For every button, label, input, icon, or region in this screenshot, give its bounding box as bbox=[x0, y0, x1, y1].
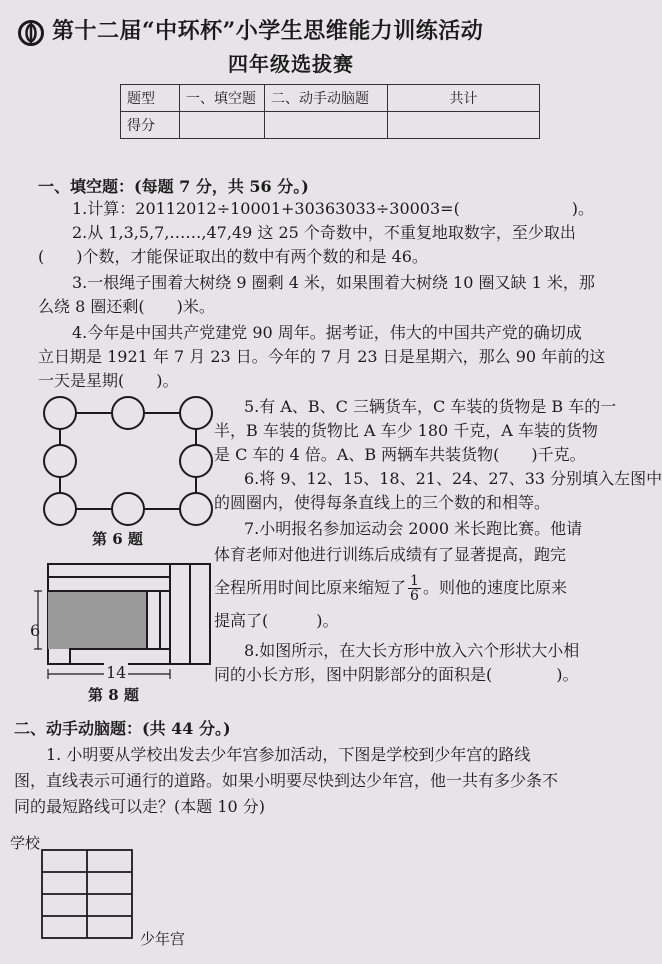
question-4-line-1: 4.今年是中国共产党建党 90 周年。据考证，伟大的中国共产党的确切成 bbox=[72, 323, 582, 342]
question-3-line-2: 么绕 8 圈还剩( )米。 bbox=[38, 297, 215, 316]
circle-slot bbox=[180, 397, 212, 429]
question-6-line-2: 的圆圈内，使得每条直线上的三个数的和相等。 bbox=[214, 493, 551, 512]
question-1: 1.计算：20112012÷10001+30363033÷30003=( )。 bbox=[72, 199, 595, 218]
page-subtitle: 四年级选拔赛 bbox=[228, 52, 354, 76]
question-7-text-a: 全程所用时间比原来缩短了 bbox=[214, 578, 407, 597]
question-6-line-1: 6.将 9、12、15、18、21、24、27、33 分别填入左图中 bbox=[244, 469, 662, 488]
question-7-line-2: 体育老师对他进行训练后成绩有了显著提高，跑完 bbox=[214, 545, 567, 564]
contest-logo-icon bbox=[18, 20, 44, 46]
score-table-header: 一、填空题 bbox=[180, 85, 265, 112]
fraction-denominator: 6 bbox=[410, 588, 419, 604]
problem-1-line-2: 图，直线表示可通行的道路。如果小明要尽快到达少年宫，他一共有多少条不 bbox=[14, 771, 559, 790]
circle-slot bbox=[112, 397, 144, 429]
map-start-label: 学校 bbox=[10, 834, 41, 852]
question-7-text-b: 。则他的速度比原来 bbox=[422, 578, 567, 597]
fraction-numerator: 1 bbox=[410, 573, 419, 589]
problem-1-line-1: 1. 小明要从学校出发去少年宫参加活动，下图是学校到少年宫的路线 bbox=[46, 745, 531, 764]
question-7-line-3 bbox=[214, 574, 567, 603]
question-7-line-1: 7.小明报名参加运动会 2000 米长跑比赛。他请 bbox=[244, 519, 583, 538]
question-5-line-2: 半，B 车装的货物比 A 车少 180 千克，A 车装的货物 bbox=[214, 421, 598, 440]
score-table-row bbox=[121, 112, 540, 139]
circle-slot bbox=[180, 445, 212, 477]
question-2-line-2: ( )个数，才能保证取出的数中有两个数的和是 46。 bbox=[38, 247, 428, 266]
figure-8-caption: 第 8 题 bbox=[88, 686, 139, 704]
question-7-line-4: 提高了( )。 bbox=[214, 611, 339, 630]
score-table-header: 题型 bbox=[121, 85, 180, 112]
question-4-line-2: 立日期是 1921 年 7 月 23 日。今年的 7 月 23 日是星期六，那么 90 年前的这 bbox=[38, 347, 606, 366]
score-table-header: 二、动手动脑题 bbox=[265, 85, 388, 112]
score-cell[interactable] bbox=[265, 112, 388, 139]
circle-slot bbox=[44, 445, 76, 477]
score-table-header-row bbox=[121, 85, 540, 112]
circle-slot bbox=[44, 493, 76, 525]
figure-8-width-label: 14 bbox=[106, 663, 127, 682]
question-5-line-1: 5.有 A、B、C 三辆货车，C 车装的货物是 B 车的一 bbox=[244, 397, 617, 416]
figure-8-height-label: 6 bbox=[30, 621, 41, 640]
circle-slot bbox=[44, 397, 76, 429]
map-end-label: 少年宫 bbox=[140, 930, 186, 948]
question-2-line-1: 2.从 1,3,5,7,……,47,49 这 25 个奇数中，不重复地取数字，至少取出 bbox=[72, 223, 576, 242]
score-table bbox=[120, 84, 540, 139]
question-5-line-3: 是 C 车的 4 倍。A、B 两辆车共装货物( )千克。 bbox=[214, 445, 586, 464]
circle-slot bbox=[112, 493, 144, 525]
score-cell[interactable] bbox=[388, 112, 540, 139]
circle-slot bbox=[180, 493, 212, 525]
section1-heading: 一、填空题：(每题 7 分，共 56 分。) bbox=[38, 177, 309, 196]
question-4-line-3: 一天是星期( )。 bbox=[38, 371, 179, 390]
question-8-line-2: 同的小长方形，图中阴影部分的面积是( )。 bbox=[214, 665, 579, 684]
problem-1-line-3: 同的最短路线可以走？(本题 10 分) bbox=[14, 797, 266, 816]
page-title: 第十二届“中环杯”小学生思维能力训练活动 bbox=[52, 18, 484, 44]
score-table-header: 共计 bbox=[388, 85, 540, 112]
route-map-grid bbox=[40, 848, 136, 944]
fraction-one-sixth bbox=[408, 574, 421, 603]
score-cell[interactable] bbox=[180, 112, 265, 139]
score-row-label: 得分 bbox=[121, 112, 180, 139]
question-8-line-1: 8.如图所示，在大长方形中放入六个形状大小相 bbox=[244, 641, 580, 660]
figure-6-caption: 第 6 题 bbox=[92, 530, 143, 548]
figure-6-circles bbox=[40, 395, 220, 527]
question-3-line-1: 3.一根绳子围着大树绕 9 圈剩 4 米，如果围着大树绕 10 圈又缺 1 米，那 bbox=[72, 273, 595, 292]
section2-heading: 二、动手动脑题：(共 44 分。) bbox=[14, 719, 231, 738]
